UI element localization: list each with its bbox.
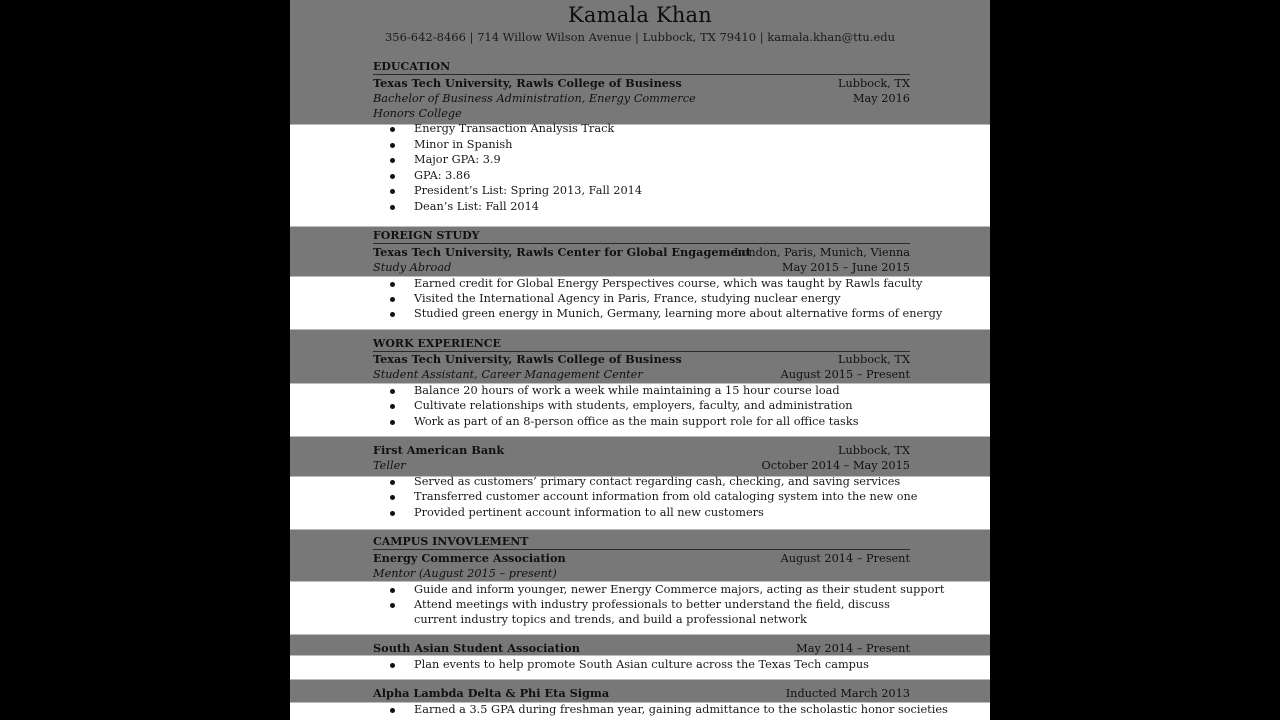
campus-role: Mentor (August 2015 – present) <box>373 567 557 580</box>
education-honors: Honors College <box>373 107 462 120</box>
foreign-study-date: May 2015 – June 2015 <box>782 261 910 274</box>
bullet-icon <box>390 158 395 163</box>
campus-org: Alpha Lambda Delta & Phi Eta Sigma <box>373 686 610 700</box>
bullet-icon <box>390 495 395 500</box>
education-date: May 2016 <box>852 92 910 105</box>
bullet-icon <box>390 312 395 317</box>
bullet-icon <box>390 663 395 668</box>
work-location: Lubbock, TX <box>838 444 910 457</box>
bullet-icon <box>390 282 395 287</box>
campus-date: August 2014 – Present <box>780 552 910 565</box>
work-role: Student Assistant, Career Management Center <box>373 368 643 381</box>
education-school: Texas Tech University, Rawls College of Business <box>373 76 682 90</box>
bullet-icon <box>390 708 395 713</box>
work-date: August 2015 – Present <box>780 368 910 381</box>
work-location: Lubbock, TX <box>838 353 910 366</box>
section-heading-education: EDUCATION <box>373 60 910 75</box>
bullet-icon <box>390 297 395 302</box>
bullet-icon <box>390 143 395 148</box>
foreign-study-role: Study Abroad <box>373 261 452 274</box>
bullet-icon <box>390 189 395 194</box>
contact-line: 356-642-8466 | 714 Willow Wilson Avenue | Lubbock, TX 79410 | kamala.khan@ttu.edu <box>384 30 896 44</box>
bullet-icon <box>390 420 395 425</box>
bullet-icon <box>390 511 395 516</box>
bullet-icon <box>390 588 395 593</box>
campus-org: South Asian Student Association <box>373 641 580 655</box>
campus-date: May 2014 – Present <box>796 642 910 655</box>
bullet-icon <box>390 603 395 608</box>
section-heading-campus-involvement: CAMPUS INVOVLEMENT <box>373 535 910 550</box>
section-heading-foreign-study: FOREIGN STUDY <box>373 229 910 244</box>
work-org: Texas Tech University, Rawls College of Business <box>373 352 682 366</box>
campus-org: Energy Commerce Association <box>373 551 566 565</box>
foreign-study-org: Texas Tech University, Rawls Center for Global Engagement <box>373 245 752 259</box>
education-degree: Bachelor of Business Administration, Energy Commerce <box>373 92 696 105</box>
resume-name: Kamala Khan <box>567 3 712 27</box>
work-date: October 2014 – May 2015 <box>761 459 910 472</box>
foreign-study-location: London, Paris, Munich, Vienna <box>734 246 910 259</box>
education-location: Lubbock, TX <box>838 77 910 90</box>
bullet-icon <box>390 174 395 179</box>
bullet-icon <box>390 389 395 394</box>
campus-date: Inducted March 2013 <box>785 687 910 700</box>
section-heading-work-experience: WORK EXPERIENCE <box>373 337 910 352</box>
resume-page: Kamala Khan 356-642-8466 | 714 Willow Wilson Avenue | Lubbock, TX 79410 | kamala.khan@ttu.edu EDUCATION Texas Tech University, Rawls College of Business Lubbock, TX Bachelor of Business Administration, Energy Commerce May 2016 Honors College Energy Transaction Analysis Track Minor in Spanish Major GPA: 3.9 GPA: 3.86 President’s List: Spring 2013, Fall 2014 Dean’s List: Fall 2014 FOREIGN STUDY Texas Tech University, Rawls Center for Global Engagement London, Paris, Munich, Vienna Study Abroad May 2015 – June 2015 Earned credit for Global Energy Perspectives course, which was taught by Rawls faculty Visited the International Agency in Paris, France, studying nuclear energy Studied green energy in Munich, Germany, learning more about alternative forms of energy WORK EXPERIENCE Texas Tech University, Rawls College of Business Lubbock, TX Student Assistant, Career Management Center August 2015 – Present Balance 20 hours of work a week while maintaining a 15 hour course load Cultivate relationships with students, employers, faculty, and administration Work as part of an 8-person office as the main support role for all office tasks First American Bank Lubbock, TX Teller October 2014 – May 2015 Served as customers’ primary contact regarding cash, checking, and saving services Transferred customer account information from old cataloging system into the new one Provided pertinent account information to all new customers CAMPUS INVOVLEMENT Energy Commerce Association August 2014 – Present Mentor (August 2015 – present) Guide and inform younger, newer Energy Commerce majors, acting as their student support Attend meetings with industry professionals to better understand the field, discuss current industry topics and trends, and build a professional network South Asian Student Association May 2014 – Present Plan events to help promote South Asian culture across the Texas Tech campus Alpha Lambda Delta & Phi Eta Sigma Inducted March 2013 Earned a 3.5 GPA during freshman year, gaining admittance to the scholastic honor societies <box>290 0 990 720</box>
bullet-icon <box>390 127 395 132</box>
bullet-icon <box>390 205 395 210</box>
bullet-icon <box>390 480 395 485</box>
work-role: Teller <box>373 459 406 472</box>
bullet-icon <box>390 404 395 409</box>
work-org: First American Bank <box>373 443 505 457</box>
